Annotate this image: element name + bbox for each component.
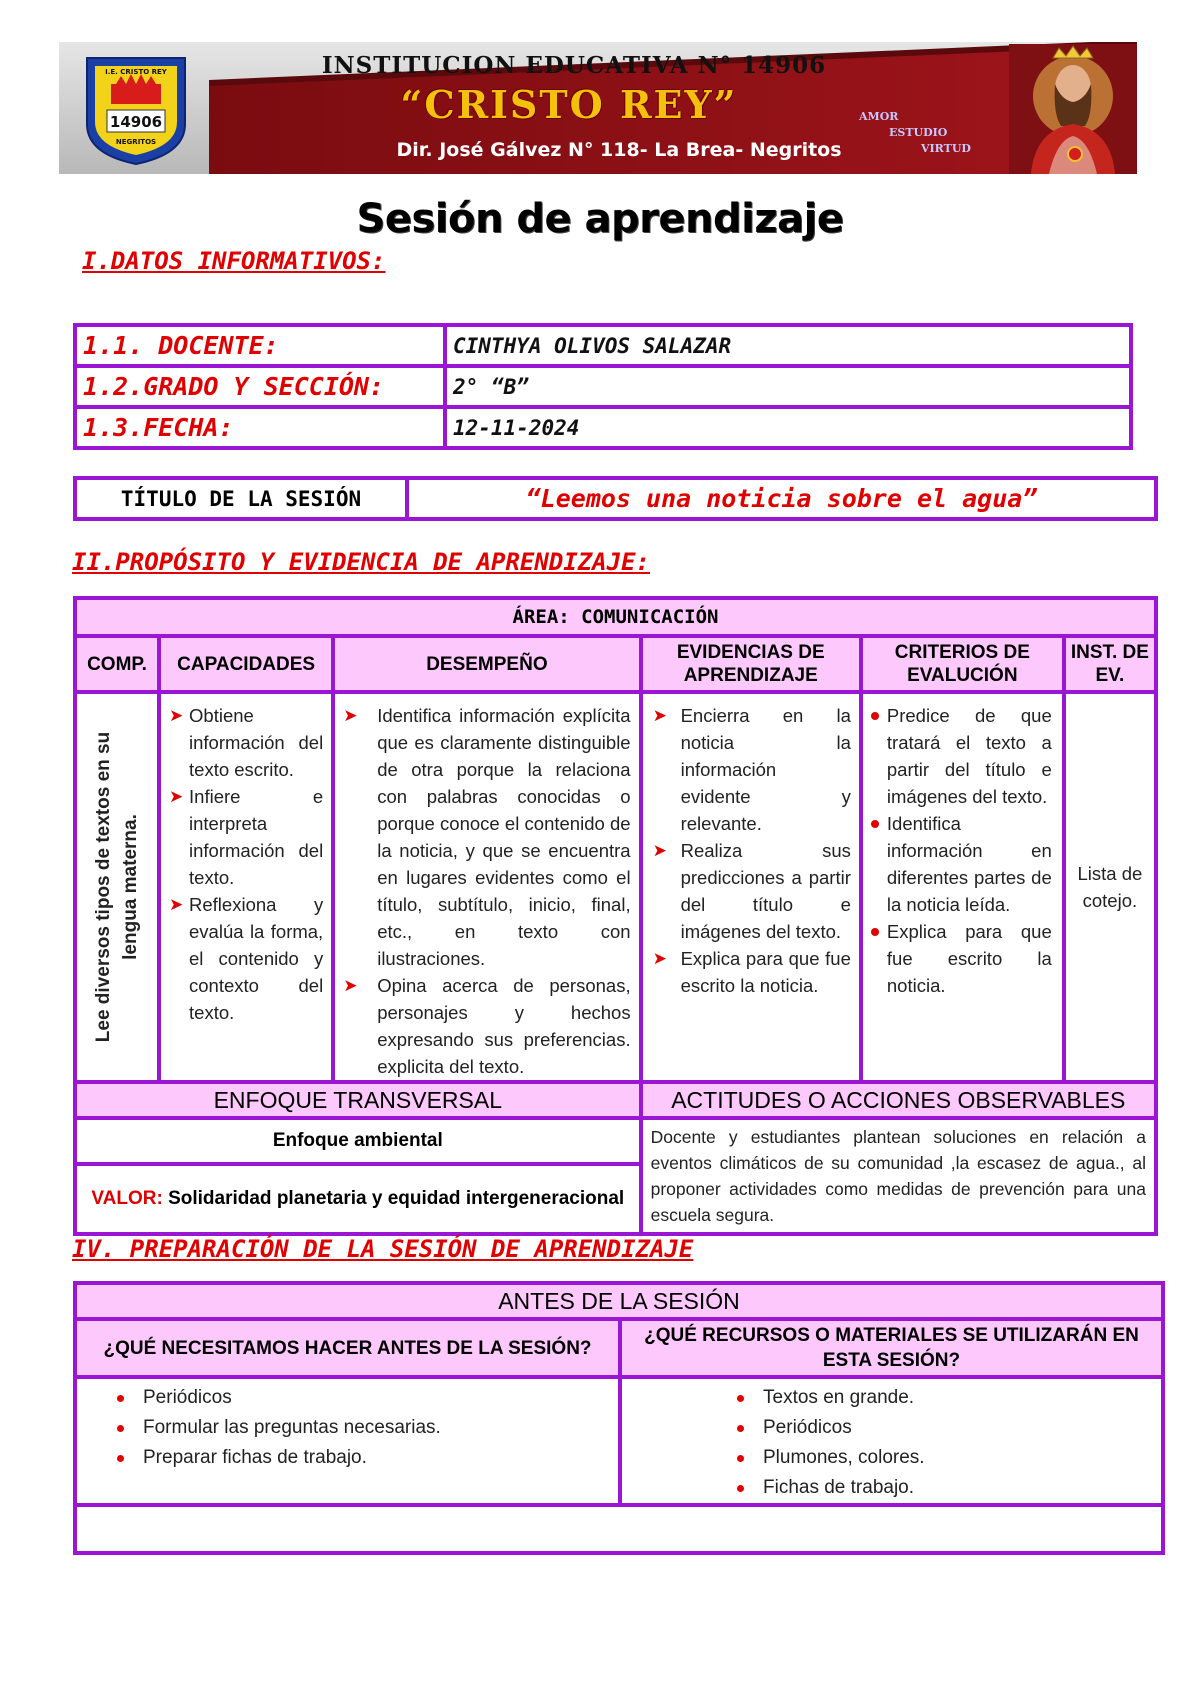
list-1-cell — [75, 1377, 620, 1505]
value-estudio: ESTUDIO — [889, 126, 948, 139]
grado-label: 1.2.GRADO Y SECCIÓN: — [75, 366, 445, 407]
section-1-heading: I.DATOS INFORMATIVOS: — [82, 247, 386, 275]
antes-header: ANTES DE LA SESIÓN — [75, 1283, 1163, 1319]
docente-label: 1.1. DOCENTE: — [75, 325, 445, 366]
session-title-table — [73, 476, 1158, 521]
fecha-value: 12-11-2024 — [445, 407, 1131, 448]
question-2: ¿QUÉ RECURSOS O MATERIALES SE UTILIZARÁN EN ESTA SESIÓN? — [620, 1319, 1163, 1377]
school-values — [859, 110, 999, 170]
section-2-heading: II.PROPÓSITO Y EVIDENCIA DE APRENDIZAJE: — [72, 548, 650, 576]
value-virtud: VIRTUD — [921, 142, 971, 155]
col-desempeno: DESEMPEÑO — [333, 636, 640, 692]
actitudes-text: Docente y estudiantes plantean soluciones en relación a eventos climáticos de su comunidad ,la escasez de agua., al proponer actividades como medidas de prevención para una escuela segura. — [641, 1118, 1156, 1234]
datos-informativos-table — [73, 323, 1133, 450]
capacidades-cell — [159, 692, 333, 1082]
evidencias-cell — [641, 692, 861, 1082]
col-comp: COMP. — [75, 636, 159, 692]
section-4-heading: IV. PREPARACIÓN DE LA SESIÓN DE APRENDIZAJE — [72, 1235, 694, 1263]
enfoque-header: ENFOQUE TRANSVERSAL — [75, 1082, 641, 1118]
list-item: Preparar fichas de trabajo. — [117, 1443, 618, 1473]
list-item: Predice de que tratará el texto a partir del título e imágenes del texto. — [871, 702, 1052, 810]
list-item: Fichas de trabajo. — [737, 1473, 1161, 1503]
list-item: Formular las preguntas necesarias. — [117, 1413, 618, 1443]
area-header: ÁREA: COMUNICACIÓN — [75, 598, 1156, 636]
list-item: ➤ Identifica información explícita que es claramente distinguible de otra porque la relaciona con palabras conocidas o porque conoce el contenido de la noticia, y que se encuentra en lugares evidentes como el título, subtítulo, inicio, final, etc., en texto con ilustraciones. — [343, 702, 630, 972]
list-item: ➤ Explica para que fue escrito la noticia. — [653, 945, 851, 999]
table-row — [75, 366, 1131, 407]
desempeno-cell — [333, 692, 640, 1082]
table-row — [75, 325, 1131, 366]
list-item: Textos en grande. — [737, 1383, 1161, 1413]
col-criterios: CRITERIOS DE EVALUCIÓN — [861, 636, 1064, 692]
valor-cell — [75, 1164, 641, 1234]
list-item: ➤ Infiere e interpreta información del texto. — [169, 783, 323, 891]
instrumento-cell — [1064, 692, 1156, 1082]
list-item: Periódicos — [117, 1383, 618, 1413]
question-1: ¿QUÉ NECESITAMOS HACER ANTES DE LA SESIÓN? — [75, 1319, 620, 1377]
col-instrumento: INST. DE EV. — [1064, 636, 1156, 692]
page-title: Sesión de aprendizaje — [356, 196, 844, 242]
competencia-cell — [75, 692, 159, 1082]
col-evidencias: EVIDENCIAS DE APRENDIZAJE — [641, 636, 861, 692]
list-item: Periódicos — [737, 1413, 1161, 1443]
value-amor: AMOR — [859, 110, 899, 123]
proposito-table — [73, 596, 1158, 1236]
institution-name: INSTITUCION EDUCATIVA N° 14906 — [321, 52, 827, 79]
empty-row — [75, 1505, 1163, 1553]
list-item: Identifica información en diferentes partes de la noticia leída. — [871, 810, 1052, 918]
list-item: ➤ Realiza sus predicciones a partir del título e imágenes del texto. — [653, 837, 851, 945]
list-item: Explica para que fue escrito la noticia. — [871, 918, 1052, 999]
valor-label: VALOR: — [91, 1188, 163, 1210]
competencia-text: Lee diversos tipos de textos en su lengua materna. — [93, 731, 141, 1043]
grado-value: 2° “B” — [445, 366, 1131, 407]
list-2-cell — [620, 1377, 1163, 1505]
list-item: ➤ Reflexiona y evalúa la forma, el contenido y contexto del texto. — [169, 891, 323, 1026]
list-item: ➤ Opina acerca de personas, personajes y hechos expresando sus preferencias. explicita del texto. — [343, 972, 630, 1080]
session-title-label: TÍTULO DE LA SESIÓN — [75, 478, 407, 519]
institution-address: Dir. José Gálvez N° 118- La Brea- Negritos — [396, 139, 842, 161]
enfoque-name: Enfoque ambiental — [75, 1118, 641, 1164]
preparacion-table — [73, 1281, 1165, 1555]
instrumento-text: Lista de cotejo. — [1077, 863, 1143, 911]
list-item: ➤ Obtiene información del texto escrito. — [169, 702, 323, 783]
school-crest-logo — [81, 54, 191, 166]
session-title-value: “Leemos una noticia sobre el agua” — [407, 478, 1156, 519]
table-row — [75, 407, 1131, 448]
list-item: ➤ Encierra en la noticia la información evidente y relevante. — [653, 702, 851, 837]
col-capacidades: CAPACIDADES — [159, 636, 333, 692]
crest-top-text: I.E. CRISTO REY — [105, 68, 167, 76]
fecha-label: 1.3.FECHA: — [75, 407, 445, 448]
institution-motto: “CRISTO REY” — [400, 82, 738, 127]
criterios-cell — [861, 692, 1064, 1082]
list-item: Plumones, colores. — [737, 1443, 1161, 1473]
actitudes-header: ACTITUDES O ACCIONES OBSERVABLES — [641, 1082, 1156, 1118]
valor-text: Solidaridad planetaria y equidad intergeneracional — [168, 1188, 625, 1210]
crest-bottom-text: NEGRITOS — [115, 138, 157, 146]
docente-value: CINTHYA OLIVOS SALAZAR — [445, 325, 1131, 366]
crest-number: 14906 — [109, 113, 163, 131]
header-banner — [59, 42, 1137, 174]
cristo-rey-portrait — [1009, 44, 1137, 174]
